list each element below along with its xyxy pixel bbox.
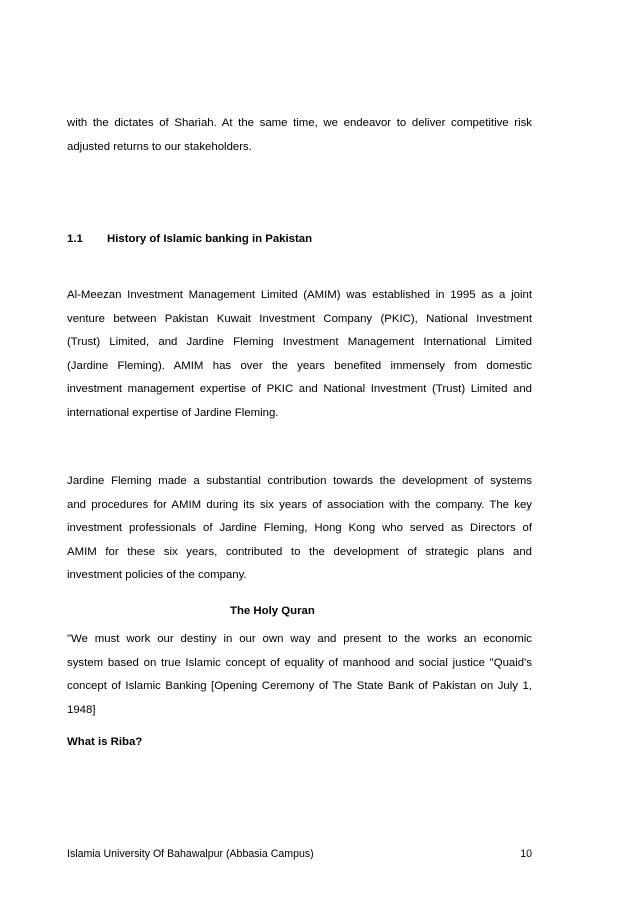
quote-line: "We must work our destiny in our own way and present to the works an economic bbox=[67, 633, 532, 645]
history-line: international expertise of Jardine Fleming. bbox=[67, 406, 279, 419]
history-paragraph bbox=[67, 284, 532, 426]
intro-paragraph bbox=[67, 112, 532, 159]
quote-line: system based on true Islamic concept of equality of manhood and social justice "Quaid's bbox=[67, 656, 532, 669]
quote-line: 1948] bbox=[67, 703, 96, 716]
jardine-line: and procedures for AMIM during its six years of association with the company. The key bbox=[67, 498, 532, 511]
history-line: Al-Meezan Investment Management Limited (AMIM) was established in 1995 as a joint bbox=[67, 289, 532, 301]
intro-line: with the dictates of Shariah. At the same time, we endeavor to deliver competitive risk bbox=[67, 117, 532, 129]
section-number: 1.1 bbox=[67, 233, 83, 245]
page-footer bbox=[67, 848, 532, 860]
footer-institution: Islamia University Of Bahawalpur (Abbasia Campus) bbox=[67, 848, 314, 860]
history-line: (Trust) Limited, and Jardine Fleming Investment Management International Limited bbox=[67, 336, 532, 349]
jardine-paragraph bbox=[67, 470, 532, 588]
history-line: venture between Pakistan Kuwait Investment Company (PKIC), National Investment bbox=[67, 312, 532, 325]
riba-heading: What is Riba? bbox=[67, 736, 143, 748]
page-number: 10 bbox=[520, 848, 532, 860]
jardine-line: Jardine Fleming made a substantial contribution towards the development of systems bbox=[67, 475, 532, 487]
holy-quran-heading: The Holy Quran bbox=[230, 605, 315, 617]
history-line: investment management expertise of PKIC and National Investment (Trust) Limited and bbox=[67, 383, 532, 396]
jardine-line: investment policies of the company. bbox=[67, 569, 247, 582]
quaid-quote-paragraph bbox=[67, 628, 532, 722]
quote-line: concept of Islamic Banking [Opening Ceremony of The State Bank of Pakistan on July 1, bbox=[67, 680, 532, 693]
jardine-line: AMIM for these six years, contributed to the development of strategic plans and bbox=[67, 545, 532, 558]
history-line: (Jardine Fleming). AMIM has over the years benefited immensely from domestic bbox=[67, 359, 532, 372]
jardine-line: investment professionals of Jardine Fleming, Hong Kong who served as Directors of bbox=[67, 522, 532, 535]
intro-line: adjusted returns to our stakeholders. bbox=[67, 140, 252, 153]
section-title: History of Islamic banking in Pakistan bbox=[107, 233, 313, 245]
